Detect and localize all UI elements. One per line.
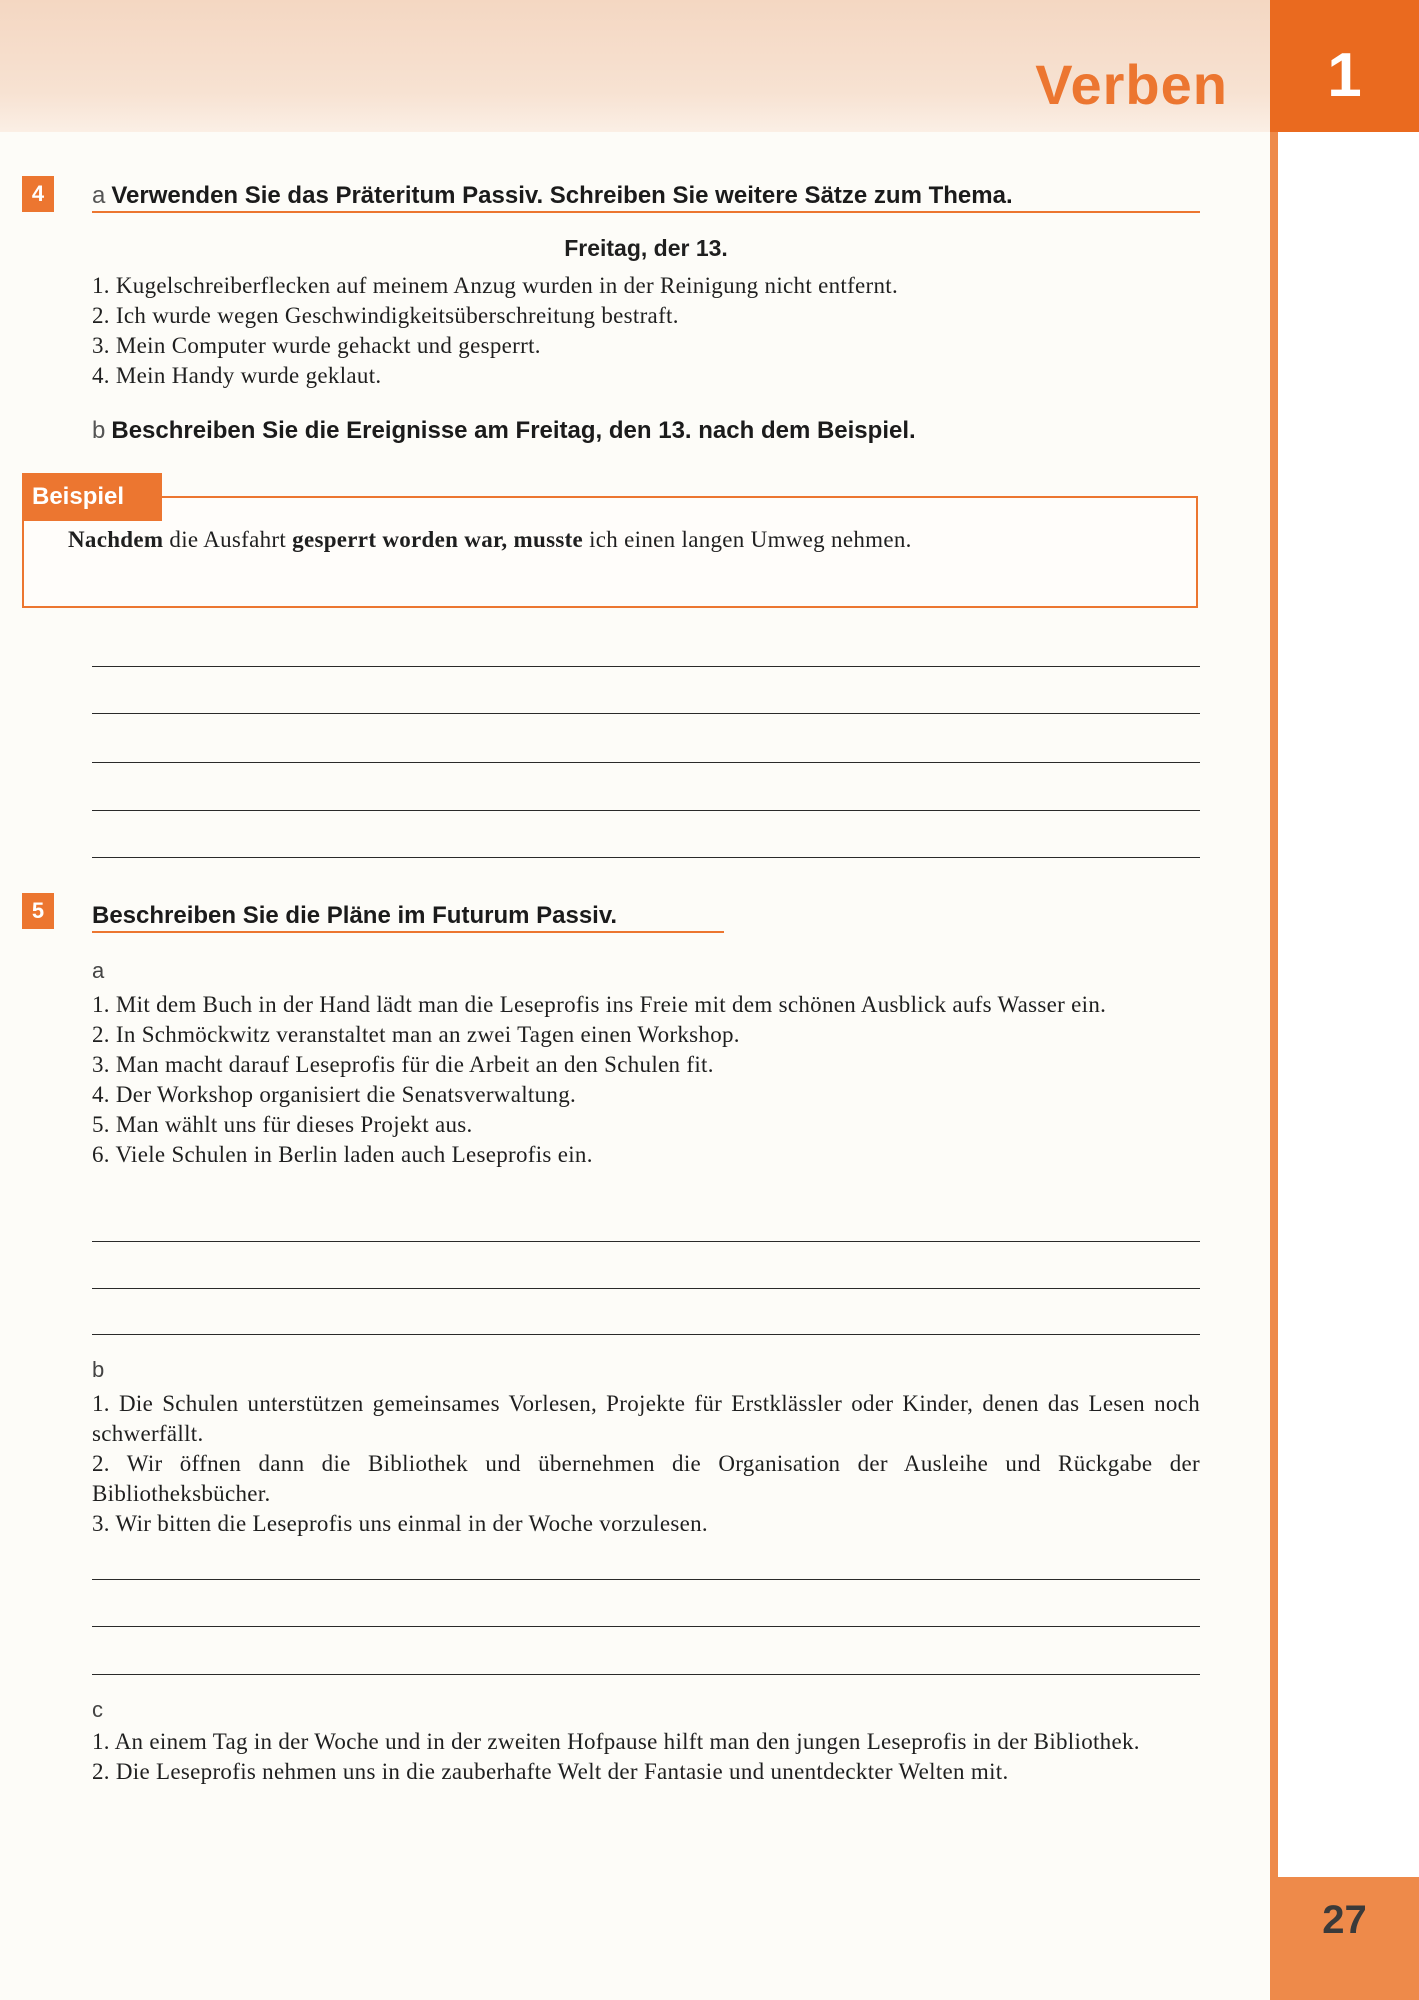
example-plain-3: ich einen langen Umweg nehmen. — [583, 527, 912, 552]
exercise-4a-instruction: Verwenden Sie das Präteritum Passiv. Schreiben Sie weitere Sätze zum Thema. — [111, 182, 1013, 209]
exercise-5b-list — [92, 1389, 1200, 1539]
answer-line[interactable] — [92, 857, 1200, 858]
exercise-4b-letter: b — [92, 417, 106, 444]
exercise-4-list — [92, 271, 1200, 391]
answer-line[interactable] — [92, 713, 1200, 714]
list-item: 1. Kugelschreiberflecken auf meinem Anzug wurden in der Reinigung nicht entfernt. — [92, 273, 899, 298]
answer-line[interactable] — [92, 1334, 1200, 1335]
answer-line[interactable] — [92, 762, 1200, 763]
exercise-5a-letter: a — [92, 958, 105, 983]
list-item: 3. Wir bitten die Leseprofis uns einmal in der Woche vorzulesen. — [92, 1511, 708, 1536]
exercise-4-badge: 4 — [22, 176, 54, 212]
list-item: 2. Die Leseprofis nehmen uns in die zauberhafte Welt der Fantasie und unentdeckter Welten mit. — [92, 1759, 1009, 1784]
example-sentence — [68, 525, 1168, 555]
list-item: 3. Man macht darauf Leseprofis für die Arbeit an den Schulen fit. — [92, 1052, 714, 1077]
header-band — [0, 0, 1270, 132]
exercise-4-title: Freitag, der 13. — [564, 235, 728, 261]
exercise-4b-heading — [92, 417, 916, 445]
exercise-4-rule — [92, 211, 1200, 213]
list-item: 5. Man wählt uns für dieses Projekt aus. — [92, 1112, 473, 1137]
answer-line[interactable] — [92, 810, 1200, 811]
page-number: 27 — [1322, 1898, 1367, 1942]
example-bold-3: musste — [513, 527, 584, 552]
list-item: 2. In Schmöckwitz veranstaltet man an zwei Tagen einen Workshop. — [92, 1022, 740, 1047]
exercise-5-rule — [92, 931, 724, 933]
list-item: 6. Viele Schulen in Berlin laden auch Leseprofis ein. — [92, 1142, 593, 1167]
example-label: Beispiel — [22, 473, 162, 521]
list-item: 1. Die Schulen unterstützen gemeinsames Vorlesen, Projekte für Erstklässler oder Kinder, denen das Lesen noch schwerfällt. — [92, 1391, 1200, 1446]
exercise-5c-letter: c — [92, 1697, 103, 1722]
answer-line[interactable] — [92, 1579, 1200, 1580]
list-item: 1. Mit dem Buch in der Hand lädt man die Leseprofis ins Freie mit dem schönen Ausblick aufs Wasser ein. — [92, 992, 1107, 1017]
example-bold-1: Nachdem — [68, 527, 164, 552]
side-strip-inner — [1278, 132, 1419, 1877]
answer-line[interactable] — [92, 1674, 1200, 1675]
chapter-number-box — [1270, 0, 1419, 132]
answer-line[interactable] — [92, 1288, 1200, 1289]
exercise-5a-list — [92, 990, 1200, 1170]
chapter-title: Verben — [1035, 53, 1228, 116]
exercise-5c-list — [92, 1727, 1200, 1787]
list-item: 4. Der Workshop organisiert die Senatsverwaltung. — [92, 1082, 577, 1107]
chapter-number: 1 — [1327, 41, 1362, 110]
list-item: 2. Wir öffnen dann die Bibliothek und übernehmen die Organisation der Ausleihe und Rückgabe der Bibliotheksbücher. — [92, 1451, 1200, 1506]
list-item: 1. An einem Tag in der Woche und in der zweiten Hofpause hilft man den jungen Leseprofis in der Bibliothek. — [92, 1729, 1140, 1754]
exercise-4a-heading — [92, 182, 1013, 210]
exercise-5-badge: 5 — [22, 893, 54, 929]
list-item: 4. Mein Handy wurde geklaut. — [92, 363, 382, 388]
example-plain-1: die Ausfahrt — [163, 527, 293, 552]
answer-line[interactable] — [92, 1626, 1200, 1627]
example-bold-2: gesperrt worden war, — [292, 527, 508, 552]
exercise-5-heading: Beschreiben Sie die Pläne im Futurum Passiv. — [92, 902, 618, 929]
exercise-5b-letter: b — [92, 1357, 105, 1382]
list-item: 3. Mein Computer wurde gehackt und gesperrt. — [92, 333, 541, 358]
exercise-4b-instruction: Beschreiben Sie die Ereignisse am Freitag, den 13. nach dem Beispiel. — [111, 417, 916, 444]
answer-line[interactable] — [92, 1241, 1200, 1242]
answer-line[interactable] — [92, 666, 1200, 667]
exercise-4a-letter: a — [92, 182, 106, 209]
list-item: 2. Ich wurde wegen Geschwindigkeitsüberschreitung bestraft. — [92, 303, 679, 328]
